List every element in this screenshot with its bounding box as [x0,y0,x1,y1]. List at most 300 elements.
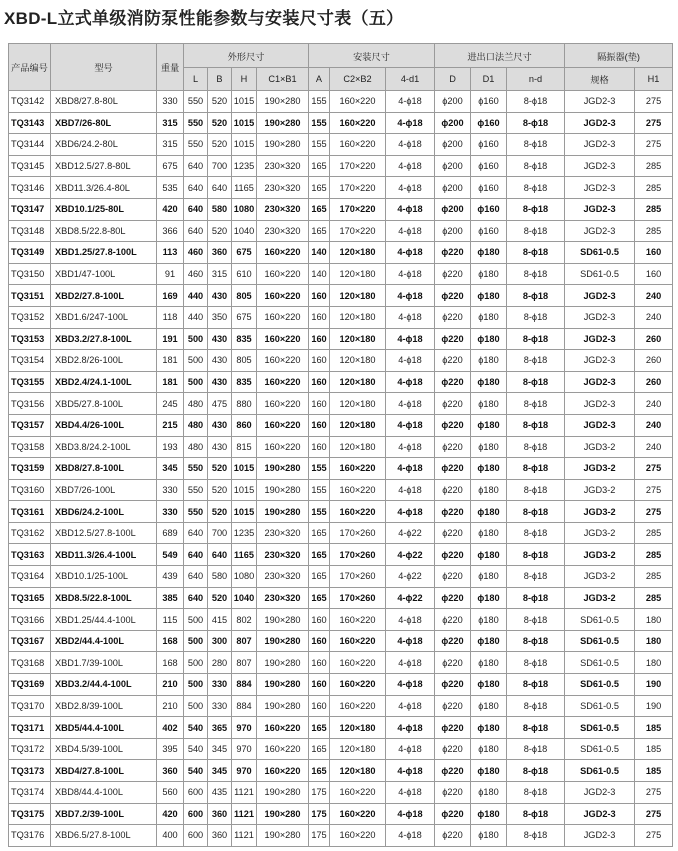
cell-nd: 8-ϕ18 [507,630,565,652]
col-D: D [435,68,471,91]
cell-C1B1: 190×280 [257,501,309,523]
cell-nd: 8-ϕ18 [507,522,565,544]
cell-D: ϕ200 [435,134,471,156]
cell-spec: JGD3-2 [565,522,635,544]
cell-spec: JGD2-3 [565,328,635,350]
cell-B: 700 [208,522,232,544]
table-row [9,91,673,113]
cell-A: 160 [309,328,330,350]
cell-nd: 8-ϕ18 [507,177,565,199]
cell-H1: 260 [635,328,673,350]
cell-nd: 8-ϕ18 [507,306,565,328]
cell-L: 480 [184,414,208,436]
cell-spec: JGD2-3 [565,414,635,436]
cell-product-code: TQ3159 [9,458,51,480]
cell-nd: 8-ϕ18 [507,91,565,113]
cell-H1: 240 [635,436,673,458]
cell-C1B1: 230×320 [257,544,309,566]
cell-d1: 4-ϕ18 [386,630,435,652]
cell-spec: SD61-0.5 [565,695,635,717]
cell-d1: 4-ϕ18 [386,220,435,242]
cell-product-code: TQ3144 [9,134,51,156]
cell-C1B1: 160×220 [257,717,309,739]
table-row [9,328,673,350]
cell-product-code: TQ3169 [9,674,51,696]
cell-H1: 160 [635,263,673,285]
cell-C2B2: 170×260 [330,522,386,544]
cell-C1B1: 160×220 [257,328,309,350]
cell-H1: 180 [635,609,673,631]
cell-product-code: TQ3165 [9,587,51,609]
cell-C2B2: 160×220 [330,630,386,652]
cell-d1: 4-ϕ18 [386,328,435,350]
cell-H: 675 [232,306,257,328]
cell-C1B1: 230×320 [257,566,309,588]
cell-D: ϕ220 [435,393,471,415]
cell-L: 600 [184,782,208,804]
cell-D1: ϕ180 [471,630,507,652]
cell-L: 500 [184,695,208,717]
cell-spec: JGD2-3 [565,393,635,415]
cell-D1: ϕ180 [471,263,507,285]
cell-D: ϕ200 [435,91,471,113]
cell-D1: ϕ160 [471,134,507,156]
cell-product-code: TQ3167 [9,630,51,652]
cell-C1B1: 160×220 [257,242,309,264]
cell-model: XBD1.7/39-100L [51,652,157,674]
cell-model: XBD10.1/25-80L [51,198,157,220]
cell-nd: 8-ϕ18 [507,803,565,825]
cell-A: 165 [309,544,330,566]
cell-L: 540 [184,738,208,760]
cell-H: 1121 [232,825,257,847]
cell-H1: 285 [635,544,673,566]
cell-spec: JGD2-3 [565,91,635,113]
cell-A: 165 [309,717,330,739]
cell-weight: 439 [157,566,184,588]
cell-nd: 8-ϕ18 [507,609,565,631]
cell-D1: ϕ180 [471,328,507,350]
cell-C2B2: 170×220 [330,177,386,199]
cell-H: 805 [232,350,257,372]
page-title: XBD-L立式单级消防泵性能参数与安装尺寸表（五） [4,9,404,28]
cell-D: ϕ220 [435,803,471,825]
cell-H: 970 [232,738,257,760]
cell-d1: 4-ϕ18 [386,198,435,220]
cell-D: ϕ220 [435,825,471,847]
cell-spec: SD61-0.5 [565,263,635,285]
cell-H: 1165 [232,544,257,566]
cell-nd: 8-ϕ18 [507,825,565,847]
cell-model: XBD5/27.8-100L [51,393,157,415]
cell-C1B1: 190×280 [257,782,309,804]
cell-product-code: TQ3151 [9,285,51,307]
cell-A: 165 [309,220,330,242]
cell-A: 160 [309,350,330,372]
cell-D: ϕ220 [435,544,471,566]
cell-weight: 245 [157,393,184,415]
cell-C2B2: 160×220 [330,501,386,523]
table-row [9,198,673,220]
cell-L: 500 [184,609,208,631]
cell-H: 860 [232,414,257,436]
cell-nd: 8-ϕ18 [507,198,565,220]
cell-A: 160 [309,674,330,696]
cell-H: 807 [232,630,257,652]
cell-spec: SD61-0.5 [565,760,635,782]
cell-nd: 8-ϕ18 [507,371,565,393]
cell-H1: 260 [635,371,673,393]
cell-model: XBD2/27.8-100L [51,285,157,307]
cell-model: XBD8/44.4-100L [51,782,157,804]
cell-d1: 4-ϕ22 [386,544,435,566]
cell-C2B2: 120×180 [330,350,386,372]
cell-B: 430 [208,285,232,307]
cell-A: 160 [309,695,330,717]
cell-d1: 4-ϕ18 [386,263,435,285]
cell-spec: JGD2-3 [565,112,635,134]
cell-product-code: TQ3166 [9,609,51,631]
cell-model: XBD6/24.2-80L [51,134,157,156]
cell-L: 480 [184,393,208,415]
cell-product-code: TQ3170 [9,695,51,717]
cell-L: 640 [184,522,208,544]
cell-D: ϕ220 [435,328,471,350]
cell-C2B2: 170×220 [330,155,386,177]
cell-model: XBD2.8/26-100L [51,350,157,372]
cell-A: 140 [309,242,330,264]
cell-spec: SD61-0.5 [565,242,635,264]
cell-C1B1: 190×280 [257,134,309,156]
table-header [9,44,673,91]
cell-d1: 4-ϕ18 [386,242,435,264]
cell-A: 175 [309,782,330,804]
cell-L: 500 [184,674,208,696]
cell-D1: ϕ180 [471,782,507,804]
cell-D: ϕ220 [435,436,471,458]
cell-H1: 285 [635,522,673,544]
cell-nd: 8-ϕ18 [507,717,565,739]
table-row [9,566,673,588]
cell-product-code: TQ3143 [9,112,51,134]
cell-model: XBD6.5/27.8-100L [51,825,157,847]
cell-nd: 8-ϕ18 [507,501,565,523]
cell-H1: 275 [635,803,673,825]
cell-weight: 385 [157,587,184,609]
cell-nd: 8-ϕ18 [507,587,565,609]
cell-H: 1080 [232,198,257,220]
cell-product-code: TQ3164 [9,566,51,588]
cell-D: ϕ220 [435,695,471,717]
cell-H: 970 [232,760,257,782]
cell-H1: 190 [635,695,673,717]
cell-D: ϕ220 [435,242,471,264]
table-row [9,782,673,804]
table-row [9,760,673,782]
col-d1: 4-d1 [386,68,435,91]
cell-product-code: TQ3173 [9,760,51,782]
table-row [9,177,673,199]
cell-spec: JGD3-2 [565,501,635,523]
cell-B: 280 [208,652,232,674]
cell-d1: 4-ϕ22 [386,522,435,544]
cell-B: 345 [208,738,232,760]
cell-nd: 8-ϕ18 [507,479,565,501]
table-row [9,587,673,609]
cell-H: 884 [232,674,257,696]
cell-weight: 113 [157,242,184,264]
cell-C2B2: 160×220 [330,458,386,480]
cell-d1: 4-ϕ18 [386,414,435,436]
cell-spec: JGD2-3 [565,371,635,393]
table-row [9,155,673,177]
cell-H1: 185 [635,738,673,760]
cell-model: XBD12.5/27.8-100L [51,522,157,544]
cell-A: 160 [309,609,330,631]
cell-L: 460 [184,263,208,285]
cell-C2B2: 160×220 [330,695,386,717]
cell-L: 550 [184,501,208,523]
cell-d1: 4-ϕ18 [386,479,435,501]
table-row [9,630,673,652]
cell-d1: 4-ϕ18 [386,91,435,113]
cell-H: 1040 [232,587,257,609]
table-row [9,220,673,242]
table-row [9,717,673,739]
cell-A: 160 [309,436,330,458]
cell-weight: 315 [157,112,184,134]
cell-model: XBD4.5/39-100L [51,738,157,760]
cell-C2B2: 120×180 [330,306,386,328]
cell-A: 165 [309,198,330,220]
cell-spec: JGD2-3 [565,782,635,804]
cell-nd: 8-ϕ18 [507,220,565,242]
cell-H: 835 [232,371,257,393]
cell-A: 155 [309,501,330,523]
cell-weight: 169 [157,285,184,307]
cell-B: 520 [208,91,232,113]
table-row [9,695,673,717]
cell-product-code: TQ3175 [9,803,51,825]
cell-H1: 285 [635,177,673,199]
cell-D1: ϕ160 [471,112,507,134]
cell-nd: 8-ϕ18 [507,652,565,674]
cell-nd: 8-ϕ18 [507,155,565,177]
cell-B: 430 [208,414,232,436]
cell-C2B2: 160×220 [330,652,386,674]
cell-D1: ϕ160 [471,177,507,199]
cell-d1: 4-ϕ18 [386,393,435,415]
cell-H: 1015 [232,501,257,523]
col-spec: 规格 [565,68,635,91]
cell-B: 365 [208,717,232,739]
cell-product-code: TQ3174 [9,782,51,804]
cell-C1B1: 190×280 [257,112,309,134]
cell-D1: ϕ180 [471,566,507,588]
cell-D1: ϕ180 [471,825,507,847]
cell-weight: 549 [157,544,184,566]
cell-spec: JGD2-3 [565,220,635,242]
cell-weight: 395 [157,738,184,760]
cell-D1: ϕ180 [471,458,507,480]
cell-H: 1015 [232,458,257,480]
cell-D1: ϕ180 [471,436,507,458]
cell-d1: 4-ϕ18 [386,436,435,458]
cell-H1: 260 [635,350,673,372]
table-row [9,652,673,674]
cell-H1: 240 [635,393,673,415]
cell-B: 520 [208,501,232,523]
cell-D1: ϕ160 [471,220,507,242]
cell-H: 1235 [232,155,257,177]
cell-B: 300 [208,630,232,652]
cell-D: ϕ220 [435,371,471,393]
cell-nd: 8-ϕ18 [507,112,565,134]
cell-A: 155 [309,112,330,134]
cell-H: 610 [232,263,257,285]
cell-model: XBD8/27.8-100L [51,458,157,480]
cell-product-code: TQ3148 [9,220,51,242]
cell-nd: 8-ϕ18 [507,350,565,372]
cell-D1: ϕ180 [471,522,507,544]
cell-product-code: TQ3158 [9,436,51,458]
cell-product-code: TQ3147 [9,198,51,220]
col-L: L [184,68,208,91]
cell-C2B2: 160×220 [330,609,386,631]
cell-model: XBD8.5/22.8-80L [51,220,157,242]
cell-B: 345 [208,760,232,782]
cell-spec: JGD2-3 [565,803,635,825]
cell-nd: 8-ϕ18 [507,436,565,458]
cell-C1B1: 230×320 [257,155,309,177]
table-row [9,134,673,156]
cell-weight: 330 [157,479,184,501]
cell-D: ϕ220 [435,738,471,760]
cell-H1: 185 [635,760,673,782]
cell-H1: 275 [635,479,673,501]
cell-nd: 8-ϕ18 [507,328,565,350]
cell-D1: ϕ180 [471,609,507,631]
cell-C2B2: 160×220 [330,825,386,847]
cell-weight: 535 [157,177,184,199]
cell-D1: ϕ180 [471,695,507,717]
cell-model: XBD6/24.2-100L [51,501,157,523]
cell-A: 165 [309,738,330,760]
cell-d1: 4-ϕ18 [386,825,435,847]
cell-H: 970 [232,717,257,739]
cell-D: ϕ220 [435,674,471,696]
cell-weight: 420 [157,803,184,825]
cell-D1: ϕ180 [471,803,507,825]
cell-H: 880 [232,393,257,415]
cell-product-code: TQ3150 [9,263,51,285]
cell-product-code: TQ3168 [9,652,51,674]
cell-D1: ϕ180 [471,674,507,696]
cell-D1: ϕ180 [471,306,507,328]
cell-model: XBD3.8/24.2-100L [51,436,157,458]
cell-nd: 8-ϕ18 [507,695,565,717]
cell-d1: 4-ϕ18 [386,177,435,199]
table-row [9,285,673,307]
cell-weight: 215 [157,414,184,436]
cell-spec: SD61-0.5 [565,738,635,760]
cell-D: ϕ220 [435,350,471,372]
cell-C2B2: 170×260 [330,544,386,566]
cell-B: 430 [208,371,232,393]
cell-weight: 168 [157,630,184,652]
cell-spec: JGD3-2 [565,566,635,588]
cell-product-code: TQ3162 [9,522,51,544]
cell-D: ϕ220 [435,414,471,436]
cell-nd: 8-ϕ18 [507,738,565,760]
table-row [9,393,673,415]
cell-nd: 8-ϕ18 [507,393,565,415]
cell-C2B2: 170×260 [330,587,386,609]
group-flange: 进出口法兰尺寸 [435,44,565,68]
cell-A: 160 [309,306,330,328]
cell-weight: 210 [157,674,184,696]
cell-spec: JGD3-2 [565,458,635,480]
cell-d1: 4-ϕ18 [386,803,435,825]
cell-C2B2: 120×180 [330,414,386,436]
cell-H1: 275 [635,825,673,847]
cell-H1: 275 [635,782,673,804]
cell-D: ϕ200 [435,155,471,177]
cell-H: 807 [232,652,257,674]
cell-C1B1: 190×280 [257,674,309,696]
col-nd: n-d [507,68,565,91]
cell-model: XBD4.4/26-100L [51,414,157,436]
cell-D: ϕ220 [435,609,471,631]
cell-H1: 285 [635,587,673,609]
cell-weight: 345 [157,458,184,480]
cell-product-code: TQ3146 [9,177,51,199]
cell-D: ϕ220 [435,306,471,328]
cell-D: ϕ220 [435,566,471,588]
cell-L: 640 [184,220,208,242]
cell-B: 360 [208,825,232,847]
table-row [9,436,673,458]
col-C2B2: C2×B2 [330,68,386,91]
cell-weight: 181 [157,371,184,393]
cell-nd: 8-ϕ18 [507,263,565,285]
cell-D1: ϕ180 [471,738,507,760]
cell-d1: 4-ϕ18 [386,371,435,393]
col-H: H [232,68,257,91]
cell-L: 640 [184,544,208,566]
cell-D1: ϕ180 [471,501,507,523]
cell-weight: 675 [157,155,184,177]
cell-H: 1015 [232,91,257,113]
cell-nd: 8-ϕ18 [507,285,565,307]
cell-nd: 8-ϕ18 [507,134,565,156]
cell-D1: ϕ180 [471,479,507,501]
cell-D: ϕ220 [435,285,471,307]
cell-L: 600 [184,825,208,847]
cell-H: 1080 [232,566,257,588]
cell-d1: 4-ϕ18 [386,285,435,307]
cell-C1B1: 190×280 [257,458,309,480]
col-H1: H1 [635,68,673,91]
cell-spec: JGD2-3 [565,825,635,847]
cell-weight: 181 [157,350,184,372]
col-A: A [309,68,330,91]
table-row [9,609,673,631]
cell-d1: 4-ϕ18 [386,674,435,696]
col-weight: 重量 [157,44,184,91]
cell-L: 600 [184,803,208,825]
cell-d1: 4-ϕ18 [386,738,435,760]
